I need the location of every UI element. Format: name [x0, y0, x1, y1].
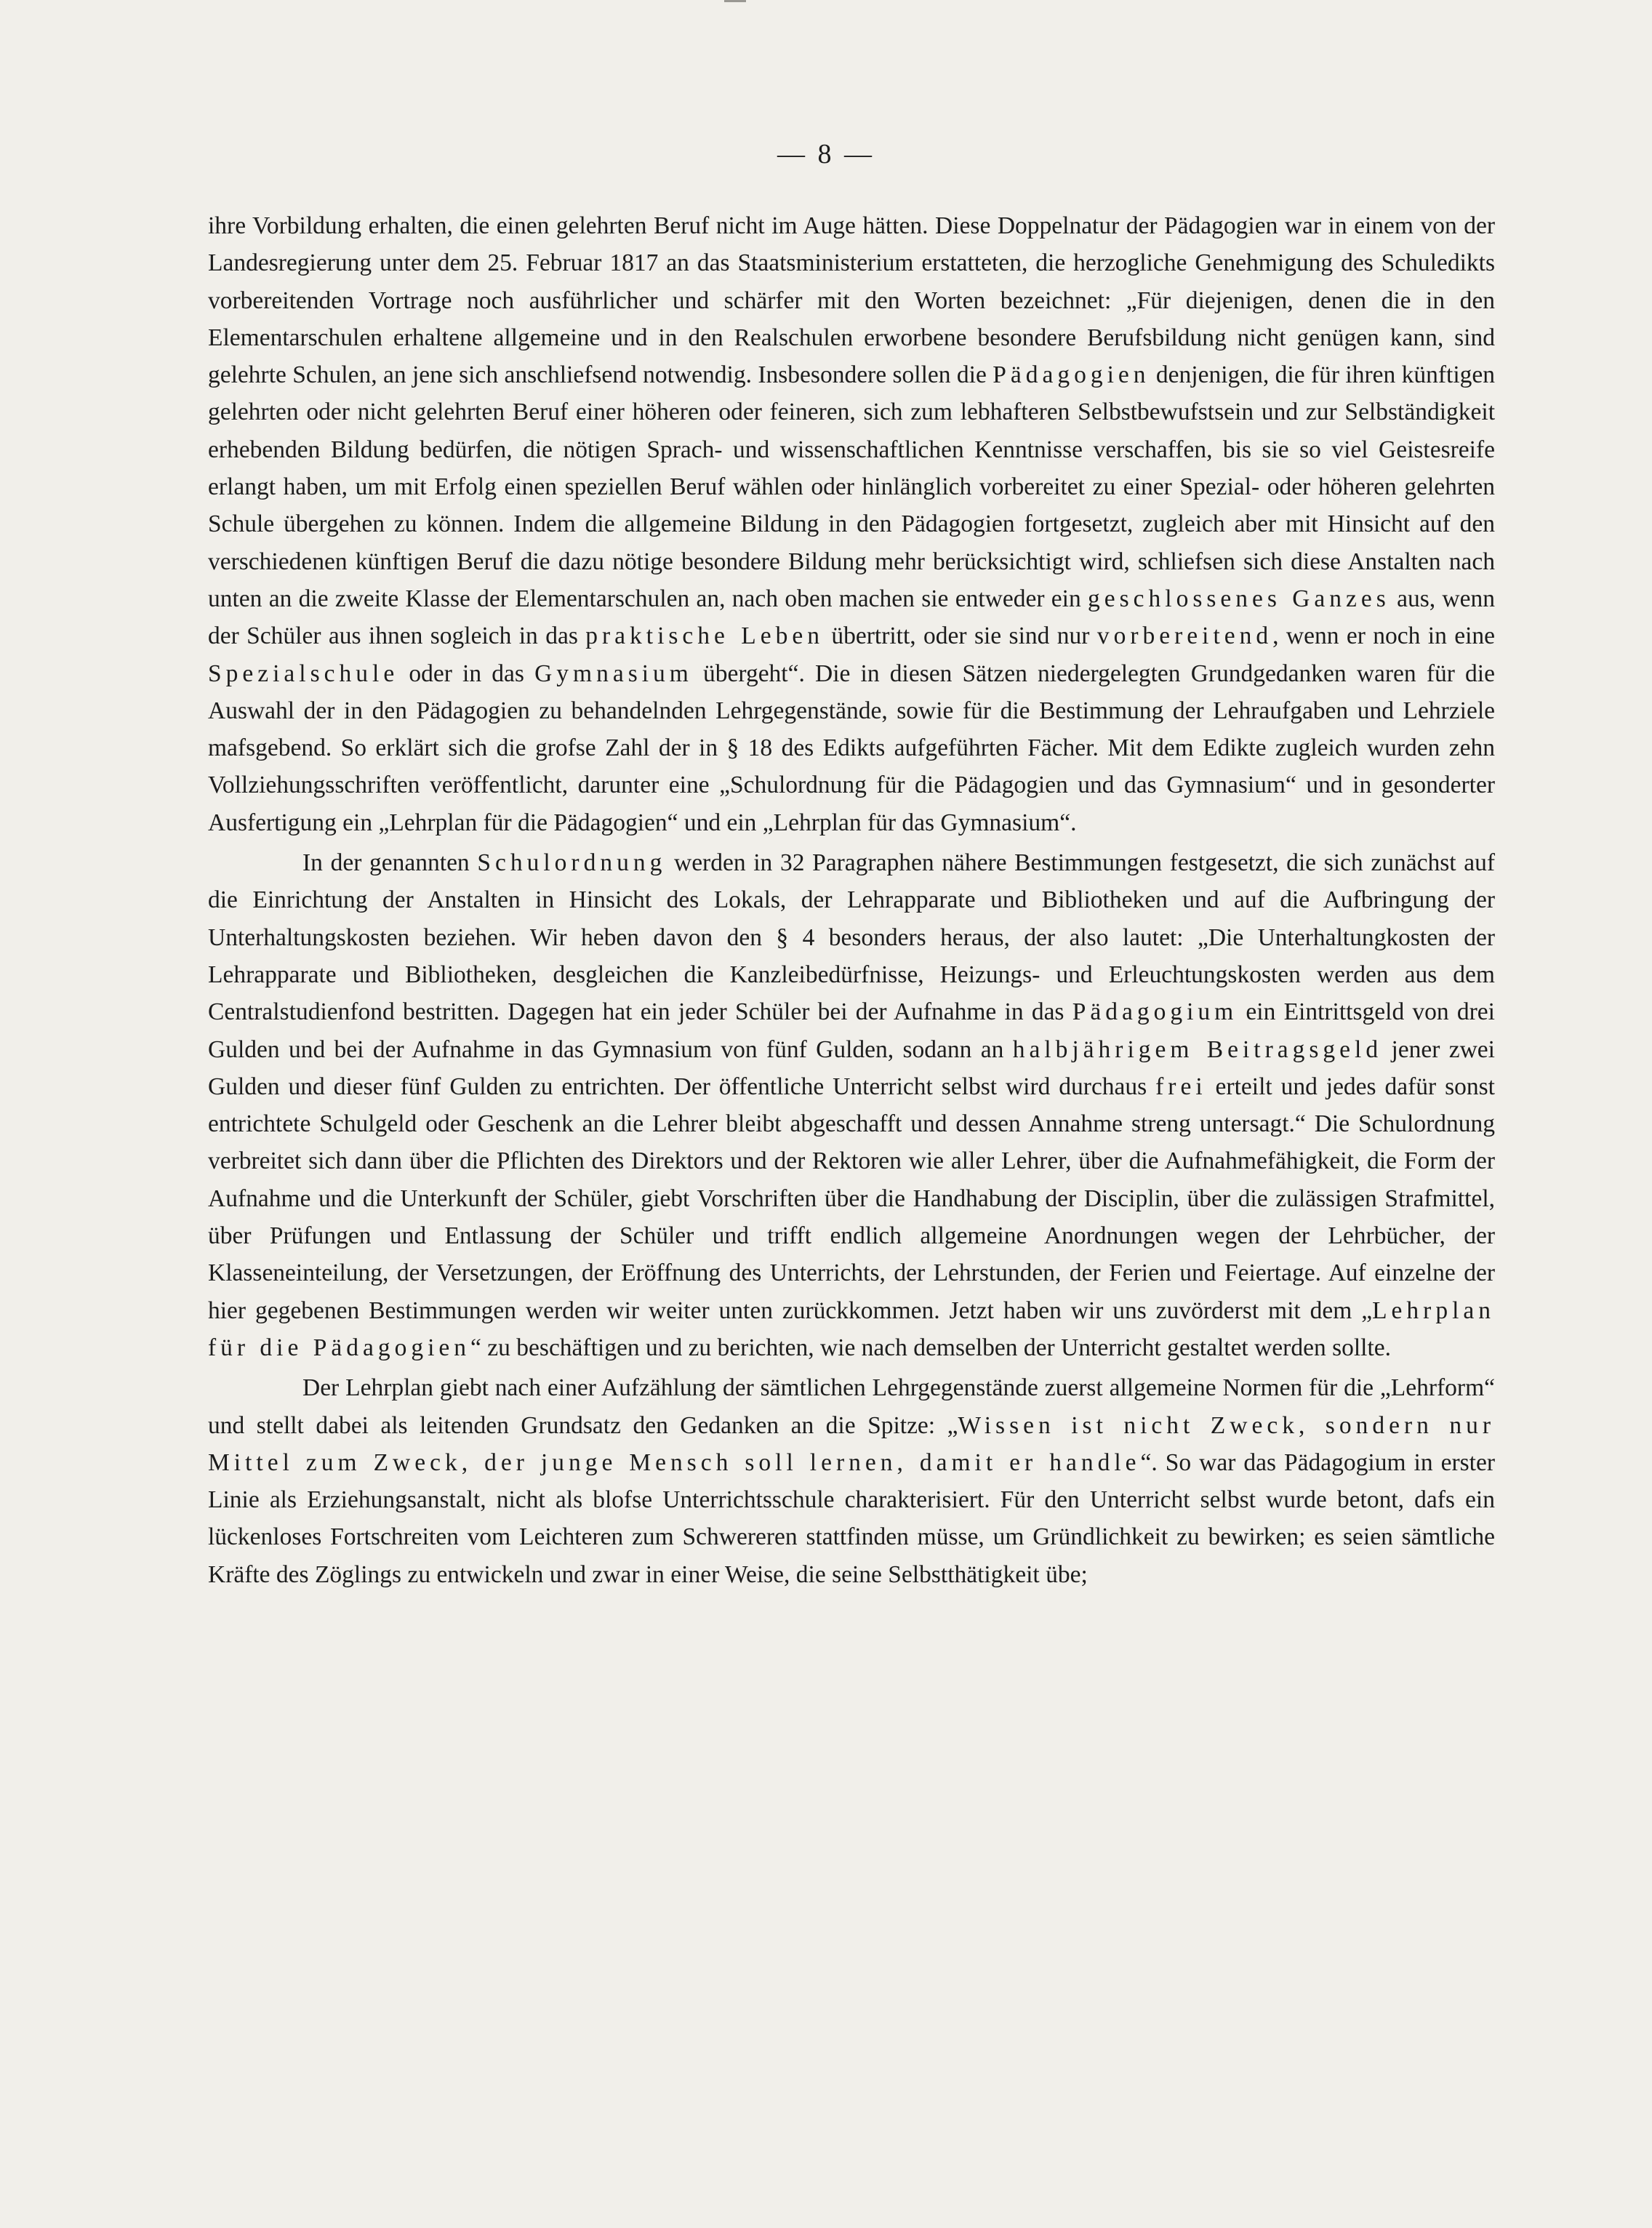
text-run: aus, wenn der Schüler aus ihnen sogleich in das [208, 585, 1495, 650]
scan-mark [724, 0, 746, 2]
page-number: — 8 — [777, 139, 875, 169]
body-text [208, 207, 1495, 1593]
text-run: ihre Vorbildung erhalten, die einen gelehrten Beruf nicht im Auge hätten. Diese Doppelnatur der Pädagogien war in einem von der Landesregierung unter dem 25. Februar 1817 an das Staatsministerium erstatteten, die herzogliche Genehmigung des Schuledikts vorbereitenden Vortrage noch ausführlicher und schärfer mit den Worten bezeichnet: „Für diejenigen, denen die in den Elementarschulen erhaltene allgemeine und in den Realschulen erworbene besondere Berufsbildung nicht genügen kann, sind gelehrte Schulen, an jene sich anschliefsend notwendig. Insbesondere sollen die [208, 212, 1495, 389]
text-run: “. So war das Pädagogium in erster Linie als Erziehungsanstalt, nicht als blofse Unterrichtsschule charakterisiert. Für den Unterricht selbst wurde betont, dafs ein lückenloses Fortschreiten vom Leichteren zum Schwereren stattfinden müsse, um Gründlichkeit zu bewirken; es seien sämtliche Kräfte des Zöglings zu entwickeln und zwar in einer Weise, die seine Selbstthätigkeit übe; [208, 1448, 1495, 1588]
text-run: übergeht“. Die in diesen Sätzen niedergelegten Grundgedanken waren für die Auswahl der in den Pädagogien zu behandelnden Lehrgegenstände, sowie für die Bestimmung der Lehraufgaben und Lehrziele mafsgebend. So erklärt sich die grofse Zahl der in § 18 des Edikts aufgeführten Fächer. Mit dem Edikte zugleich wurden zehn Vollziehungsschriften veröffentlicht, darunter eine „Schulordnung für die Pädagogien und das Gymnasium“ und in gesonderter Ausfertigung ein „Lehrplan für die Pädagogien“ und ein „Lehrplan für das Gymnasium“. [208, 660, 1495, 836]
spaced-emphasis: frei [1155, 1073, 1207, 1100]
spaced-emphasis: Pädagogium [1072, 998, 1238, 1026]
spaced-emphasis: Wissen ist nicht Zweck, sondern nur Mittel zum Zweck, der junge Mensch soll lernen, damit er handle [208, 1411, 1495, 1476]
paragraph-1 [208, 207, 1495, 841]
spaced-emphasis: Lehrplan für die Pädagogien [208, 1297, 1495, 1361]
text-run: denjenigen, die für ihren künftigen gelehrten oder nicht gelehrten Beruf einer höheren oder feineren, sich zum lebhafteren Selbstbewufstsein und zur Selbständigkeit erhebenden Bildung bedürfen, die nötigen Sprach- und wissenschaftlichen Kenntnisse verschaffen, bis sie so viel Geistesreife erlangt haben, um mit Erfolg einen speziellen Beruf wählen oder hinlänglich vorbereitet zu einer Spezial- oder höheren gelehrten Schule übergehen zu können. Indem die allgemeine Bildung in den Pädagogien fortgesetzt, zugleich aber mit Hinsicht auf den verschiedenen künftigen Beruf die dazu nötige besondere Bildung mehr berücksichtigt wird, schliefsen sich diese Anstalten nach unten an die zweite Klasse der Elementarschulen an, nach oben machen sie entweder ein [208, 361, 1495, 612]
spaced-emphasis: Schulordnung [477, 849, 667, 877]
text-run: Der Lehrplan giebt nach einer Aufzählung der sämtlichen Lehrgegenstände zuerst allgemeine Normen für die „Lehrform“ und stellt dabei als leitenden Grundsatz den Gedanken an die Spitze: „ [208, 1374, 1495, 1439]
text-run: , wenn er noch in eine [1272, 622, 1495, 650]
text-run: In der genannten [302, 849, 478, 877]
paragraph-3 [208, 1369, 1495, 1593]
text-run: werden in 32 Paragraphen nähere Bestimmungen festgesetzt, die sich zunächst auf die Einrichtung der Anstalten in Hinsicht des Lokals, der Lehrapparate und Bibliotheken und auf die Aufbringung der Unterhaltungskosten beziehen. Wir heben davon den § 4 besonders heraus, der also lautet: „Die Unterhaltungkosten der Lehrapparate und Bibliotheken, desgleichen die Kanzleibedürfnisse, Heizungs- und Erleuchtungskosten werden aus dem Centralstudienfond bestritten. Dagegen hat ein jeder Schüler bei der Aufnahme in das [208, 849, 1495, 1026]
paragraph-2 [208, 844, 1495, 1366]
text-run: jener zwei Gulden und dieser fünf Gulden zu entrichten. Der öffentliche Unterricht selbst wird durchaus [208, 1035, 1495, 1100]
spaced-emphasis: Spezialschule [208, 660, 399, 687]
text-run: erteilt und jedes dafür sonst entrichtete Schulgeld oder Geschenk an die Lehrer bleibt abgeschafft und dessen Annahme streng untersagt.“ Die Schulordnung verbreitet sich dann über die Pflichten des Direktors und der Rektoren wie aller Lehrer, über die Aufnahmefähigkeit, die Form der Aufnahme und die Unterkunft der Schüler, giebt Vorschriften über die Handhabung der Disciplin, über die zulässigen Strafmittel, über Prüfungen und Entlassung der Schüler und trifft endlich allgemeine Anordnungen wegen der Lehrbücher, der Klasseneinteilung, der Versetzungen, der Eröffnung des Unterrichts, der Lehrstunden, der Ferien und Feiertage. Auf einzelne der hier gegebenen Bestimmungen werden wir weiter unten zurückkommen. Jetzt haben wir uns zuvörderst mit dem „ [208, 1073, 1495, 1324]
text-run: ein Eintrittsgeld von drei Gulden und bei der Aufnahme in das Gymnasium von fünf Gulden, sodann an [208, 998, 1495, 1063]
spaced-emphasis: geschlossenes Ganzes [1088, 585, 1390, 612]
spaced-emphasis: halbjährigem Beitragsgeld [1012, 1035, 1383, 1063]
text-run: oder in das [398, 660, 535, 687]
spaced-emphasis: praktische Leben [585, 622, 824, 650]
spaced-emphasis: Pädagogien [993, 361, 1150, 389]
text-run: übertritt, oder sie sind nur [824, 622, 1097, 650]
spaced-emphasis: Gymnasium [534, 660, 693, 687]
text-run: “ zu beschäftigen und zu berichten, wie nach demselben der Unterricht gestaltet werden sollte. [470, 1334, 1392, 1361]
spaced-emphasis: vorbereitend [1096, 622, 1273, 650]
